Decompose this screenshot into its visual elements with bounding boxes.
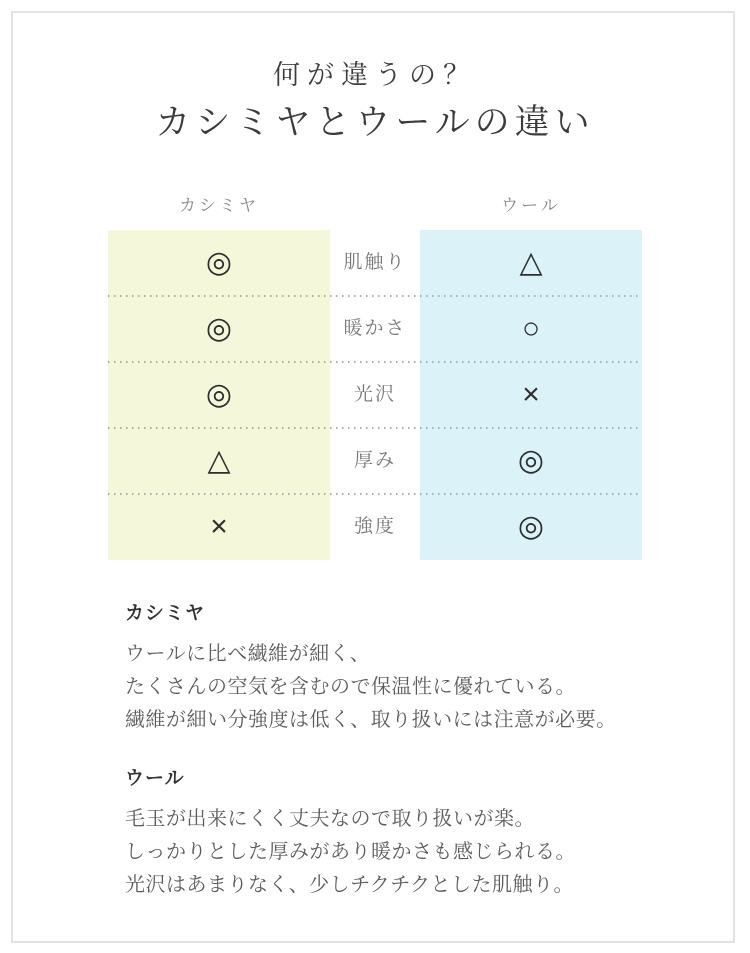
table-row-atatakasa: [108, 296, 642, 362]
table-row-kyodo: [108, 494, 642, 560]
row-label: 光沢: [353, 384, 396, 405]
wool-rating: △: [519, 246, 543, 279]
cashmere-section-heading: カシミヤ: [125, 603, 206, 624]
table-row-atsumi: [108, 428, 642, 494]
cashmere-rating: ×: [210, 510, 228, 543]
comparison-table: [108, 230, 642, 560]
cashmere-rating: ◎: [205, 246, 233, 279]
cashmere-description-line: たくさんの空気を含むので保温性に優れている。: [125, 676, 576, 698]
wool-description-line: 光沢はあまりなく、少しチクチクとした肌触り。: [125, 874, 574, 896]
table-row-hadazawari: [108, 230, 642, 296]
table-rows: [108, 230, 642, 560]
row-label: 厚み: [353, 450, 396, 471]
row-label: 肌触り: [343, 252, 407, 273]
wool-description-section: [125, 767, 665, 902]
wool-description-line: 毛玉が出来にくく丈夫なので取り扱いが楽。: [125, 808, 535, 830]
row-label: 暖かさ: [343, 318, 407, 339]
cashmere-rating: ◎: [205, 312, 233, 345]
wool-description-line: しっかりとした厚みがあり暖かさも感じられる。: [125, 841, 576, 863]
wool-rating: ◎: [517, 444, 545, 477]
wool-rating: ◎: [517, 510, 545, 543]
cashmere-rating: △: [207, 444, 231, 477]
wool-section-heading: ウール: [125, 768, 185, 789]
cashmere-description-section: [125, 602, 665, 737]
cashmere-description-line: ウールに比べ繊維が細く、: [125, 643, 371, 665]
row-label: 強度: [353, 516, 396, 537]
cashmere-description-line: 繊維が細い分強度は低く、取り扱いには注意が必要。: [125, 709, 617, 731]
page-title: カシミヤとウールの違い: [155, 103, 595, 142]
wool-rating: ○: [521, 312, 541, 345]
wool-rating: ×: [522, 378, 540, 411]
page-subtitle: 何が違うの？: [273, 60, 477, 90]
column-header-cashmere: カシミヤ: [179, 196, 259, 215]
cashmere-rating: ◎: [205, 378, 233, 411]
column-header-wool: ウール: [501, 196, 561, 215]
table-row-kotaku: [108, 362, 642, 428]
